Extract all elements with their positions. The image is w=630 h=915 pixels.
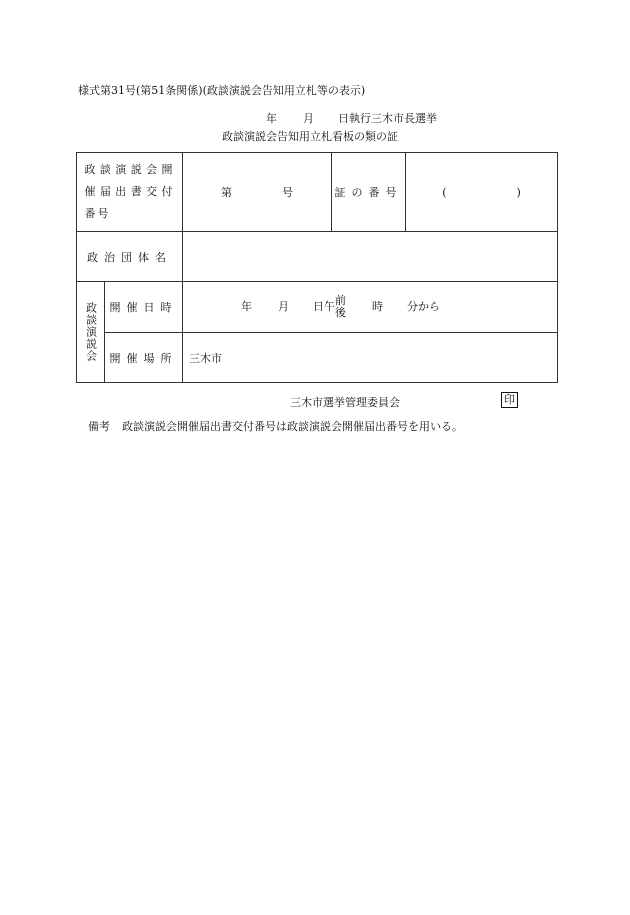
cert-close-paren: ) <box>516 185 521 199</box>
notification-number-label-cell <box>77 153 183 232</box>
table-row <box>77 333 558 383</box>
group-label-cell <box>77 282 105 383</box>
cert-number-cell <box>406 153 558 232</box>
political-group-value-cell <box>183 232 558 282</box>
datetime-label: 開催日時 <box>109 301 178 314</box>
political-group-label: 政治団体名 <box>87 250 172 264</box>
election-committee-name: 三木市選挙管理委員会 <box>290 396 400 409</box>
table-row <box>77 153 558 232</box>
notification-number-cell <box>183 153 332 232</box>
am-pm-choice <box>335 295 346 319</box>
venue-label: 開催場所 <box>109 351 178 365</box>
dt-hour: 時 <box>372 300 383 313</box>
election-date-line <box>266 110 437 126</box>
venue-value: 三木市 <box>189 351 222 365</box>
remarks-line <box>88 418 463 434</box>
pm-label: 後 <box>335 306 346 319</box>
venue-label-cell <box>105 333 183 383</box>
remarks-label: 備考 <box>88 420 110 433</box>
dt-year: 年 <box>241 300 252 313</box>
certificate-table <box>76 152 558 383</box>
datetime-value-cell <box>183 282 558 333</box>
notification-number-label: 政談演説会開催届出書交付番号 <box>84 163 175 220</box>
dt-minute: 分から <box>407 300 440 313</box>
dt-day: 日午 <box>313 300 335 313</box>
number-prefix: 第 <box>221 186 232 199</box>
cert-number-label: 証の番号 <box>334 186 403 199</box>
cert-number-label-cell <box>332 153 406 232</box>
speech-meeting-group-label: 政談演説会 <box>84 302 98 362</box>
table-row <box>77 232 558 282</box>
document-subtitle: 政談演説会告知用立札看板の類の証 <box>222 130 398 143</box>
am-label: 前 <box>335 294 346 307</box>
venue-value-cell <box>183 333 558 383</box>
date-year: 年 <box>266 112 277 125</box>
political-group-label-cell <box>77 232 183 282</box>
number-suffix: 号 <box>282 186 293 199</box>
date-month: 月 <box>303 112 314 125</box>
cert-open-paren: ( <box>442 185 447 199</box>
remarks-text: 政談演説会開催届出書交付番号は政談演説会開催届出番号を用いる。 <box>122 420 463 433</box>
table-row <box>77 282 558 333</box>
dt-month: 月 <box>278 300 289 313</box>
form-title: 様式第31号(第51条関係)(政談演説会告知用立札等の表示) <box>78 84 366 97</box>
datetime-label-cell <box>105 282 183 333</box>
official-seal-mark: 印 <box>501 392 518 408</box>
date-day-election: 日執行三木市長選挙 <box>338 112 437 125</box>
